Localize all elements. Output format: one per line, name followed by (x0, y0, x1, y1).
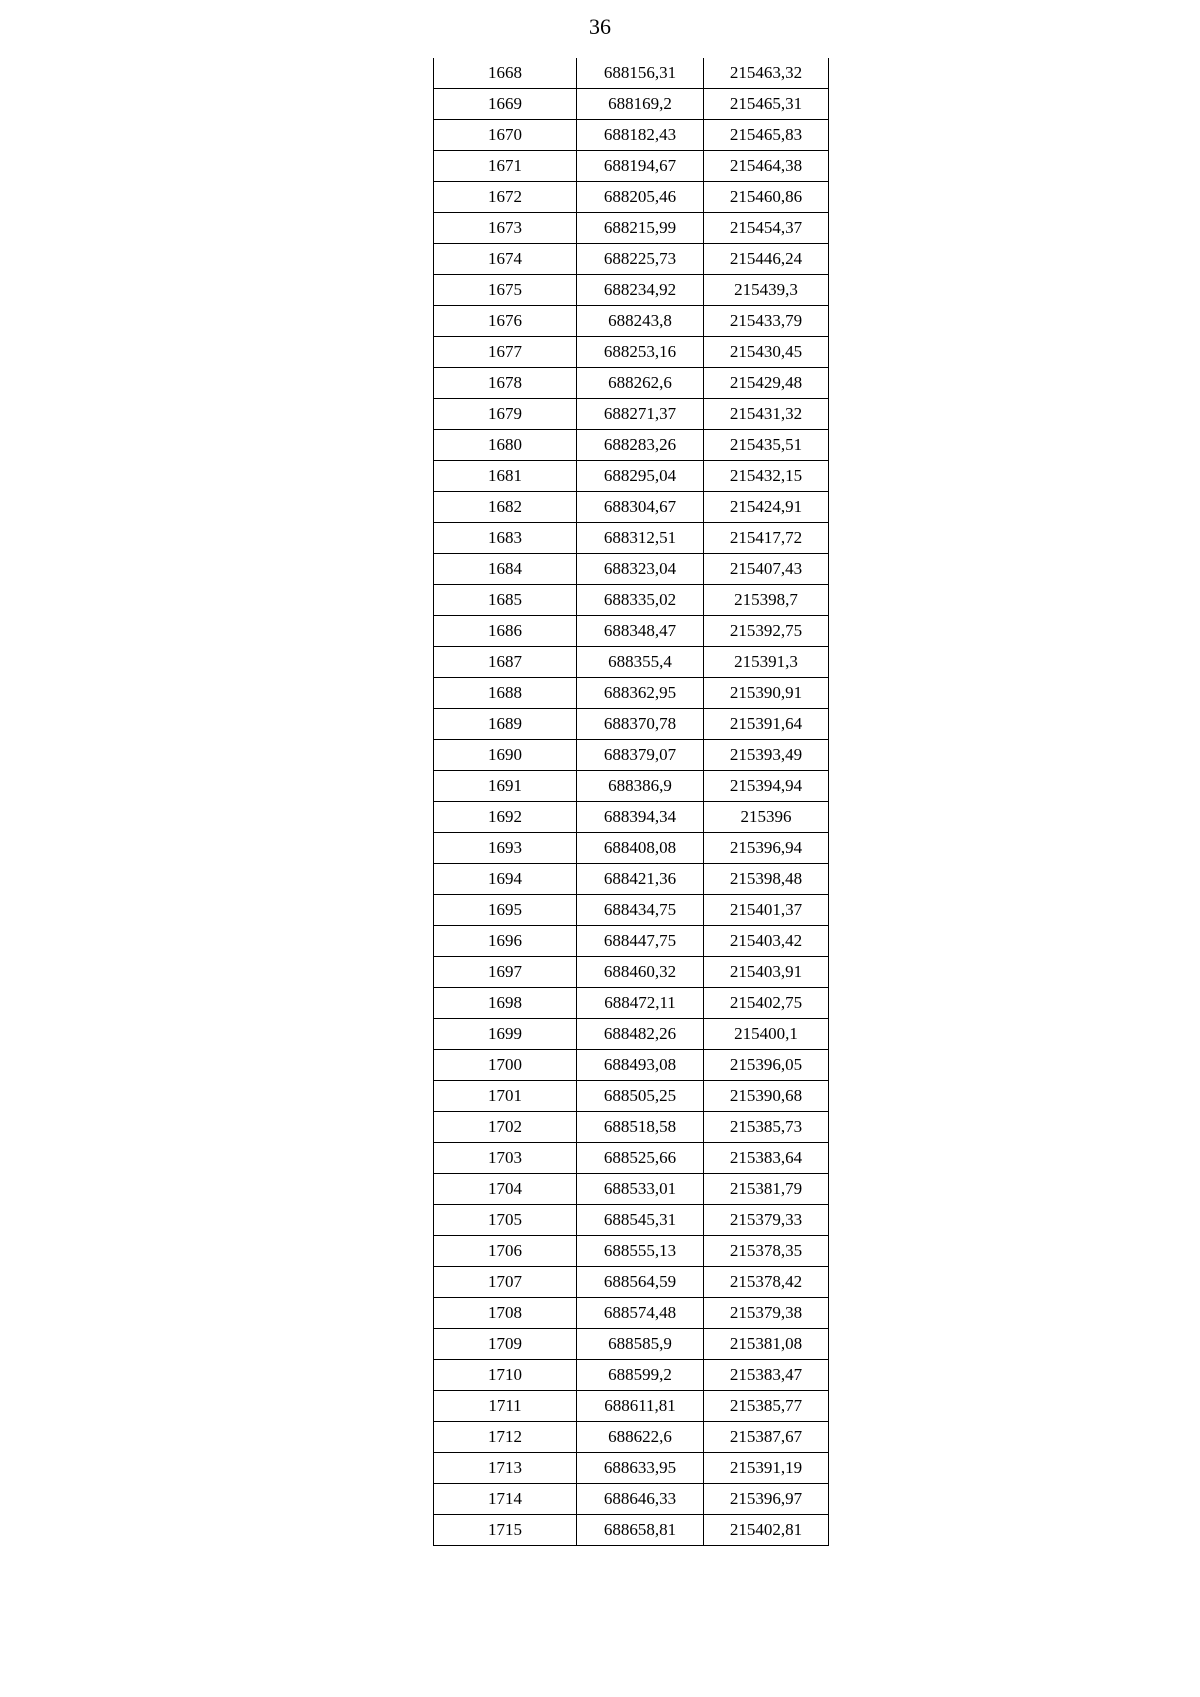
x-coordinate-cell: 688533,01 (577, 1174, 704, 1205)
point-number-cell: 1696 (434, 926, 577, 957)
y-coordinate-cell: 215383,47 (704, 1360, 829, 1391)
table-row (434, 585, 829, 616)
x-coordinate-cell: 688622,6 (577, 1422, 704, 1453)
table-row (434, 182, 829, 213)
point-number-cell: 1675 (434, 275, 577, 306)
x-coordinate-cell: 688271,37 (577, 399, 704, 430)
x-coordinate-cell: 688386,9 (577, 771, 704, 802)
x-coordinate-cell: 688225,73 (577, 244, 704, 275)
table-row (434, 492, 829, 523)
y-coordinate-cell: 215429,48 (704, 368, 829, 399)
x-coordinate-cell: 688234,92 (577, 275, 704, 306)
point-number-cell: 1714 (434, 1484, 577, 1515)
point-number-cell: 1693 (434, 833, 577, 864)
x-coordinate-cell: 688243,8 (577, 306, 704, 337)
table-row (434, 957, 829, 988)
point-number-cell: 1707 (434, 1267, 577, 1298)
point-number-cell: 1672 (434, 182, 577, 213)
point-number-cell: 1687 (434, 647, 577, 678)
y-coordinate-cell: 215402,81 (704, 1515, 829, 1546)
y-coordinate-cell: 215379,38 (704, 1298, 829, 1329)
point-number-cell: 1692 (434, 802, 577, 833)
x-coordinate-cell: 688408,08 (577, 833, 704, 864)
table-row (434, 337, 829, 368)
table-row (434, 1174, 829, 1205)
y-coordinate-cell: 215430,45 (704, 337, 829, 368)
y-coordinate-cell: 215403,42 (704, 926, 829, 957)
point-number-cell: 1699 (434, 1019, 577, 1050)
table-row (434, 244, 829, 275)
x-coordinate-cell: 688611,81 (577, 1391, 704, 1422)
y-coordinate-cell: 215391,3 (704, 647, 829, 678)
point-number-cell: 1700 (434, 1050, 577, 1081)
x-coordinate-cell: 688335,02 (577, 585, 704, 616)
point-number-cell: 1681 (434, 461, 577, 492)
y-coordinate-cell: 215387,67 (704, 1422, 829, 1453)
point-number-cell: 1678 (434, 368, 577, 399)
table-row (434, 275, 829, 306)
x-coordinate-cell: 688312,51 (577, 523, 704, 554)
x-coordinate-cell: 688348,47 (577, 616, 704, 647)
y-coordinate-cell: 215400,1 (704, 1019, 829, 1050)
table-row (434, 740, 829, 771)
y-coordinate-cell: 215439,3 (704, 275, 829, 306)
table-row (434, 58, 829, 89)
table-row (434, 120, 829, 151)
x-coordinate-cell: 688304,67 (577, 492, 704, 523)
coordinates-table-body (434, 58, 829, 1546)
point-number-cell: 1698 (434, 988, 577, 1019)
y-coordinate-cell: 215393,49 (704, 740, 829, 771)
table-row (434, 647, 829, 678)
y-coordinate-cell: 215381,79 (704, 1174, 829, 1205)
table-row (434, 554, 829, 585)
table-row (434, 1050, 829, 1081)
point-number-cell: 1669 (434, 89, 577, 120)
y-coordinate-cell: 215433,79 (704, 306, 829, 337)
point-number-cell: 1673 (434, 213, 577, 244)
x-coordinate-cell: 688599,2 (577, 1360, 704, 1391)
y-coordinate-cell: 215401,37 (704, 895, 829, 926)
point-number-cell: 1668 (434, 58, 577, 89)
y-coordinate-cell: 215378,35 (704, 1236, 829, 1267)
table-row (434, 151, 829, 182)
point-number-cell: 1680 (434, 430, 577, 461)
x-coordinate-cell: 688472,11 (577, 988, 704, 1019)
x-coordinate-cell: 688545,31 (577, 1205, 704, 1236)
point-number-cell: 1708 (434, 1298, 577, 1329)
y-coordinate-cell: 215398,7 (704, 585, 829, 616)
point-number-cell: 1697 (434, 957, 577, 988)
x-coordinate-cell: 688646,33 (577, 1484, 704, 1515)
point-number-cell: 1683 (434, 523, 577, 554)
y-coordinate-cell: 215391,19 (704, 1453, 829, 1484)
y-coordinate-cell: 215465,31 (704, 89, 829, 120)
y-coordinate-cell: 215385,77 (704, 1391, 829, 1422)
x-coordinate-cell: 688362,95 (577, 678, 704, 709)
table-row (434, 1484, 829, 1515)
coordinates-table (433, 58, 829, 1546)
x-coordinate-cell: 688434,75 (577, 895, 704, 926)
point-number-cell: 1706 (434, 1236, 577, 1267)
table-row (434, 213, 829, 244)
x-coordinate-cell: 688518,58 (577, 1112, 704, 1143)
point-number-cell: 1690 (434, 740, 577, 771)
y-coordinate-cell: 215378,42 (704, 1267, 829, 1298)
y-coordinate-cell: 215417,72 (704, 523, 829, 554)
y-coordinate-cell: 215394,94 (704, 771, 829, 802)
y-coordinate-cell: 215383,64 (704, 1143, 829, 1174)
y-coordinate-cell: 215465,83 (704, 120, 829, 151)
y-coordinate-cell: 215391,64 (704, 709, 829, 740)
x-coordinate-cell: 688283,26 (577, 430, 704, 461)
y-coordinate-cell: 215464,38 (704, 151, 829, 182)
x-coordinate-cell: 688379,07 (577, 740, 704, 771)
point-number-cell: 1705 (434, 1205, 577, 1236)
table-row (434, 1143, 829, 1174)
point-number-cell: 1682 (434, 492, 577, 523)
point-number-cell: 1691 (434, 771, 577, 802)
point-number-cell: 1709 (434, 1329, 577, 1360)
table-row (434, 709, 829, 740)
point-number-cell: 1702 (434, 1112, 577, 1143)
y-coordinate-cell: 215435,51 (704, 430, 829, 461)
point-number-cell: 1670 (434, 120, 577, 151)
point-number-cell: 1679 (434, 399, 577, 430)
table-row (434, 926, 829, 957)
table-row (434, 895, 829, 926)
x-coordinate-cell: 688169,2 (577, 89, 704, 120)
point-number-cell: 1671 (434, 151, 577, 182)
y-coordinate-cell: 215460,86 (704, 182, 829, 213)
y-coordinate-cell: 215403,91 (704, 957, 829, 988)
x-coordinate-cell: 688421,36 (577, 864, 704, 895)
table-row (434, 1422, 829, 1453)
y-coordinate-cell: 215432,15 (704, 461, 829, 492)
table-row (434, 678, 829, 709)
x-coordinate-cell: 688182,43 (577, 120, 704, 151)
x-coordinate-cell: 688262,6 (577, 368, 704, 399)
table-row (434, 1081, 829, 1112)
x-coordinate-cell: 688355,4 (577, 647, 704, 678)
y-coordinate-cell: 215396 (704, 802, 829, 833)
point-number-cell: 1688 (434, 678, 577, 709)
table-row (434, 399, 829, 430)
point-number-cell: 1685 (434, 585, 577, 616)
point-number-cell: 1701 (434, 1081, 577, 1112)
table-row (434, 864, 829, 895)
point-number-cell: 1704 (434, 1174, 577, 1205)
y-coordinate-cell: 215396,94 (704, 833, 829, 864)
table-row (434, 1267, 829, 1298)
point-number-cell: 1710 (434, 1360, 577, 1391)
table-row (434, 461, 829, 492)
table-row (434, 430, 829, 461)
x-coordinate-cell: 688323,04 (577, 554, 704, 585)
point-number-cell: 1689 (434, 709, 577, 740)
x-coordinate-cell: 688205,46 (577, 182, 704, 213)
x-coordinate-cell: 688295,04 (577, 461, 704, 492)
y-coordinate-cell: 215454,37 (704, 213, 829, 244)
x-coordinate-cell: 688585,9 (577, 1329, 704, 1360)
y-coordinate-cell: 215463,32 (704, 58, 829, 89)
x-coordinate-cell: 688156,31 (577, 58, 704, 89)
table-row (434, 1236, 829, 1267)
y-coordinate-cell: 215424,91 (704, 492, 829, 523)
y-coordinate-cell: 215385,73 (704, 1112, 829, 1143)
x-coordinate-cell: 688394,34 (577, 802, 704, 833)
y-coordinate-cell: 215381,08 (704, 1329, 829, 1360)
table-row (434, 988, 829, 1019)
table-row (434, 523, 829, 554)
y-coordinate-cell: 215396,97 (704, 1484, 829, 1515)
page-number: 36 (589, 14, 611, 39)
table-row (434, 1329, 829, 1360)
table-row (434, 802, 829, 833)
point-number-cell: 1677 (434, 337, 577, 368)
table-row (434, 1515, 829, 1546)
y-coordinate-cell: 215431,32 (704, 399, 829, 430)
table-row (434, 1391, 829, 1422)
y-coordinate-cell: 215407,43 (704, 554, 829, 585)
point-number-cell: 1686 (434, 616, 577, 647)
point-number-cell: 1712 (434, 1422, 577, 1453)
x-coordinate-cell: 688215,99 (577, 213, 704, 244)
x-coordinate-cell: 688564,59 (577, 1267, 704, 1298)
x-coordinate-cell: 688370,78 (577, 709, 704, 740)
x-coordinate-cell: 688253,16 (577, 337, 704, 368)
point-number-cell: 1711 (434, 1391, 577, 1422)
y-coordinate-cell: 215390,68 (704, 1081, 829, 1112)
table-row (434, 1360, 829, 1391)
x-coordinate-cell: 688555,13 (577, 1236, 704, 1267)
y-coordinate-cell: 215398,48 (704, 864, 829, 895)
x-coordinate-cell: 688194,67 (577, 151, 704, 182)
y-coordinate-cell: 215402,75 (704, 988, 829, 1019)
table-row (434, 1298, 829, 1329)
x-coordinate-cell: 688482,26 (577, 1019, 704, 1050)
table-row (434, 306, 829, 337)
table-row (434, 368, 829, 399)
point-number-cell: 1713 (434, 1453, 577, 1484)
point-number-cell: 1676 (434, 306, 577, 337)
table-row (434, 1205, 829, 1236)
point-number-cell: 1703 (434, 1143, 577, 1174)
x-coordinate-cell: 688633,95 (577, 1453, 704, 1484)
x-coordinate-cell: 688574,48 (577, 1298, 704, 1329)
x-coordinate-cell: 688505,25 (577, 1081, 704, 1112)
x-coordinate-cell: 688525,66 (577, 1143, 704, 1174)
y-coordinate-cell: 215446,24 (704, 244, 829, 275)
x-coordinate-cell: 688460,32 (577, 957, 704, 988)
table-row (434, 771, 829, 802)
x-coordinate-cell: 688447,75 (577, 926, 704, 957)
x-coordinate-cell: 688493,08 (577, 1050, 704, 1081)
point-number-cell: 1674 (434, 244, 577, 275)
table-row (434, 89, 829, 120)
y-coordinate-cell: 215396,05 (704, 1050, 829, 1081)
table-row (434, 1453, 829, 1484)
point-number-cell: 1694 (434, 864, 577, 895)
point-number-cell: 1684 (434, 554, 577, 585)
y-coordinate-cell: 215392,75 (704, 616, 829, 647)
table-row (434, 616, 829, 647)
point-number-cell: 1695 (434, 895, 577, 926)
table-row (434, 833, 829, 864)
x-coordinate-cell: 688658,81 (577, 1515, 704, 1546)
y-coordinate-cell: 215390,91 (704, 678, 829, 709)
table-row (434, 1112, 829, 1143)
point-number-cell: 1715 (434, 1515, 577, 1546)
table-row (434, 1019, 829, 1050)
y-coordinate-cell: 215379,33 (704, 1205, 829, 1236)
